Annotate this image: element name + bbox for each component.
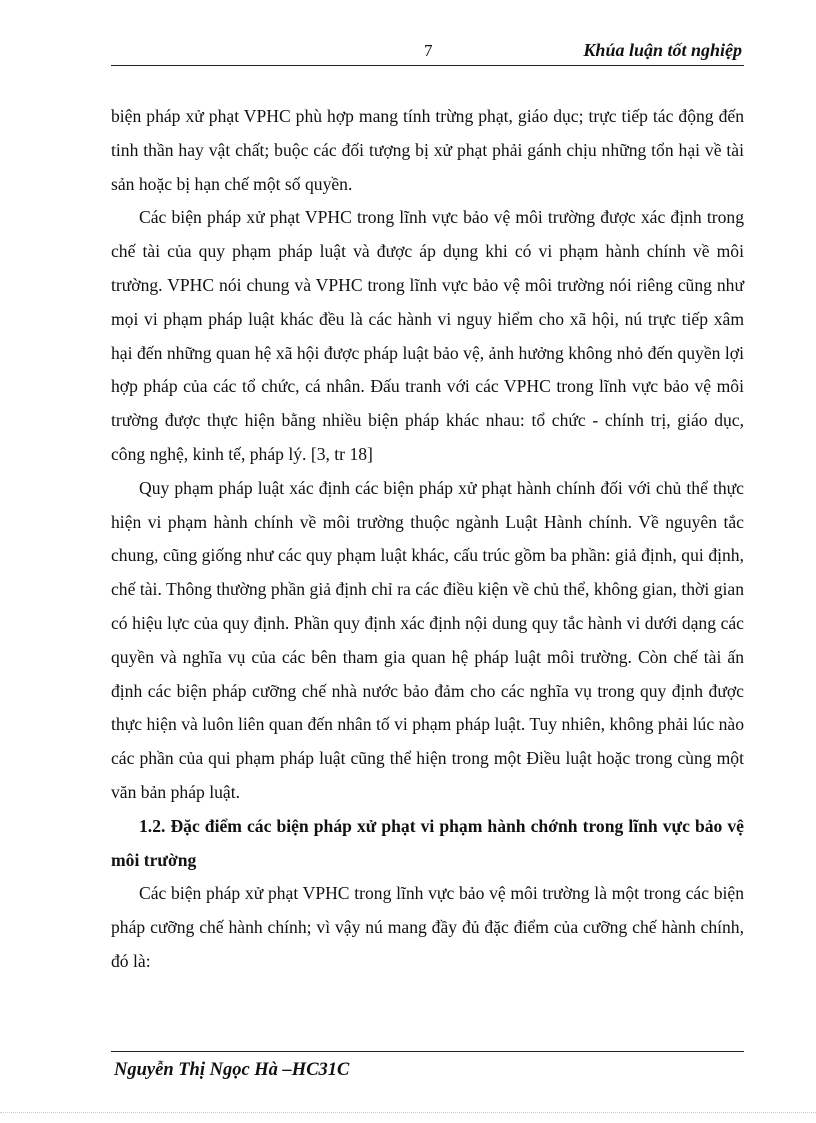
running-header-title: Khúa luận tốt nghiệp [583, 40, 742, 60]
body-text [111, 100, 744, 979]
page-number: 7 [424, 41, 433, 60]
section-heading: 1.2. Đặc điểm các biện pháp xử phạt vi phạm hành chớnh trong lĩnh vực bảo vệ môi trường [111, 815, 744, 870]
paragraph-continued: biện pháp xử phạt VPHC phù hợp mang tính trừng phạt, giáo dục; trực tiếp tác động đến tinh thần hay vật chất; buộc các đối tượng bị xử phạt phải gánh chịu những tổn hại về tài sản hoặc bị hạn chế một số quyền. [111, 106, 744, 194]
paragraph: Các biện pháp xử phạt VPHC trong lĩnh vực bảo vệ môi trường được xác định trong chế tài của quy phạm pháp luật và được áp dụng khi có vi phạm hành chính về môi trường. VPHC nói chung và VPHC trong lĩnh vực bảo vệ môi trường nói riêng cũng như mọi vi phạm pháp luật khác đều là các hành vi nguy hiểm cho xã hội, nú trực tiếp xâm hại đến những quan hệ xã hội được pháp luật bảo vệ, ảnh hưởng không nhỏ đến quyền lợi hợp pháp của các tổ chức, cá nhân. Đấu tranh với các VPHC trong lĩnh vực bảo vệ môi trường được thực hiện bằng nhiều biện pháp khác nhau: tổ chức - chính trị, giáo dục, công nghệ, kinh tế, pháp lý. [3, tr 18] [111, 207, 744, 464]
paragraph: Quy phạm pháp luật xác định các biện pháp xử phạt hành chính đối với chủ thể thực hiện vi phạm hành chính về môi trường thuộc ngành Luật Hành chính. Về nguyên tắc chung, cũng giống như các quy phạm luật khác, cấu trúc gồm ba phần: giả định, qui định, chế tài. Thông thường phần giả định chỉ ra các điều kiện về chủ thể, không gian, thời gian có hiệu lực của quy định. Phần quy định xác định nội dung quy tắc hành vi dưới dạng các quyền và nghĩa vụ của các bên tham gia quan hệ pháp luật môi trường. Còn chế tài ấn định các biện pháp cưỡng chế nhà nước bảo đảm cho các nghĩa vụ trong quy định được thực hiện và luôn liên quan đến nhân tố vi phạm pháp luật. Tuy nhiên, không phải lúc nào các phần của qui phạm pháp luật cũng thể hiện trong một Điều luật hoặc trong cùng một văn bản pháp luật. [111, 477, 744, 802]
page-edge [0, 1112, 816, 1113]
paragraph: Các biện pháp xử phạt VPHC trong lĩnh vực bảo vệ môi trường là một trong các biện pháp cưỡng chế hành chính; vì vậy nú mang đầy đủ đặc điểm của cưỡng chế hành chính, đó là: [111, 883, 744, 971]
footer-divider [111, 1051, 744, 1052]
header-divider [111, 65, 744, 66]
footer-author: Nguyễn Thị Ngọc Hà –HC31C [114, 1060, 350, 1080]
